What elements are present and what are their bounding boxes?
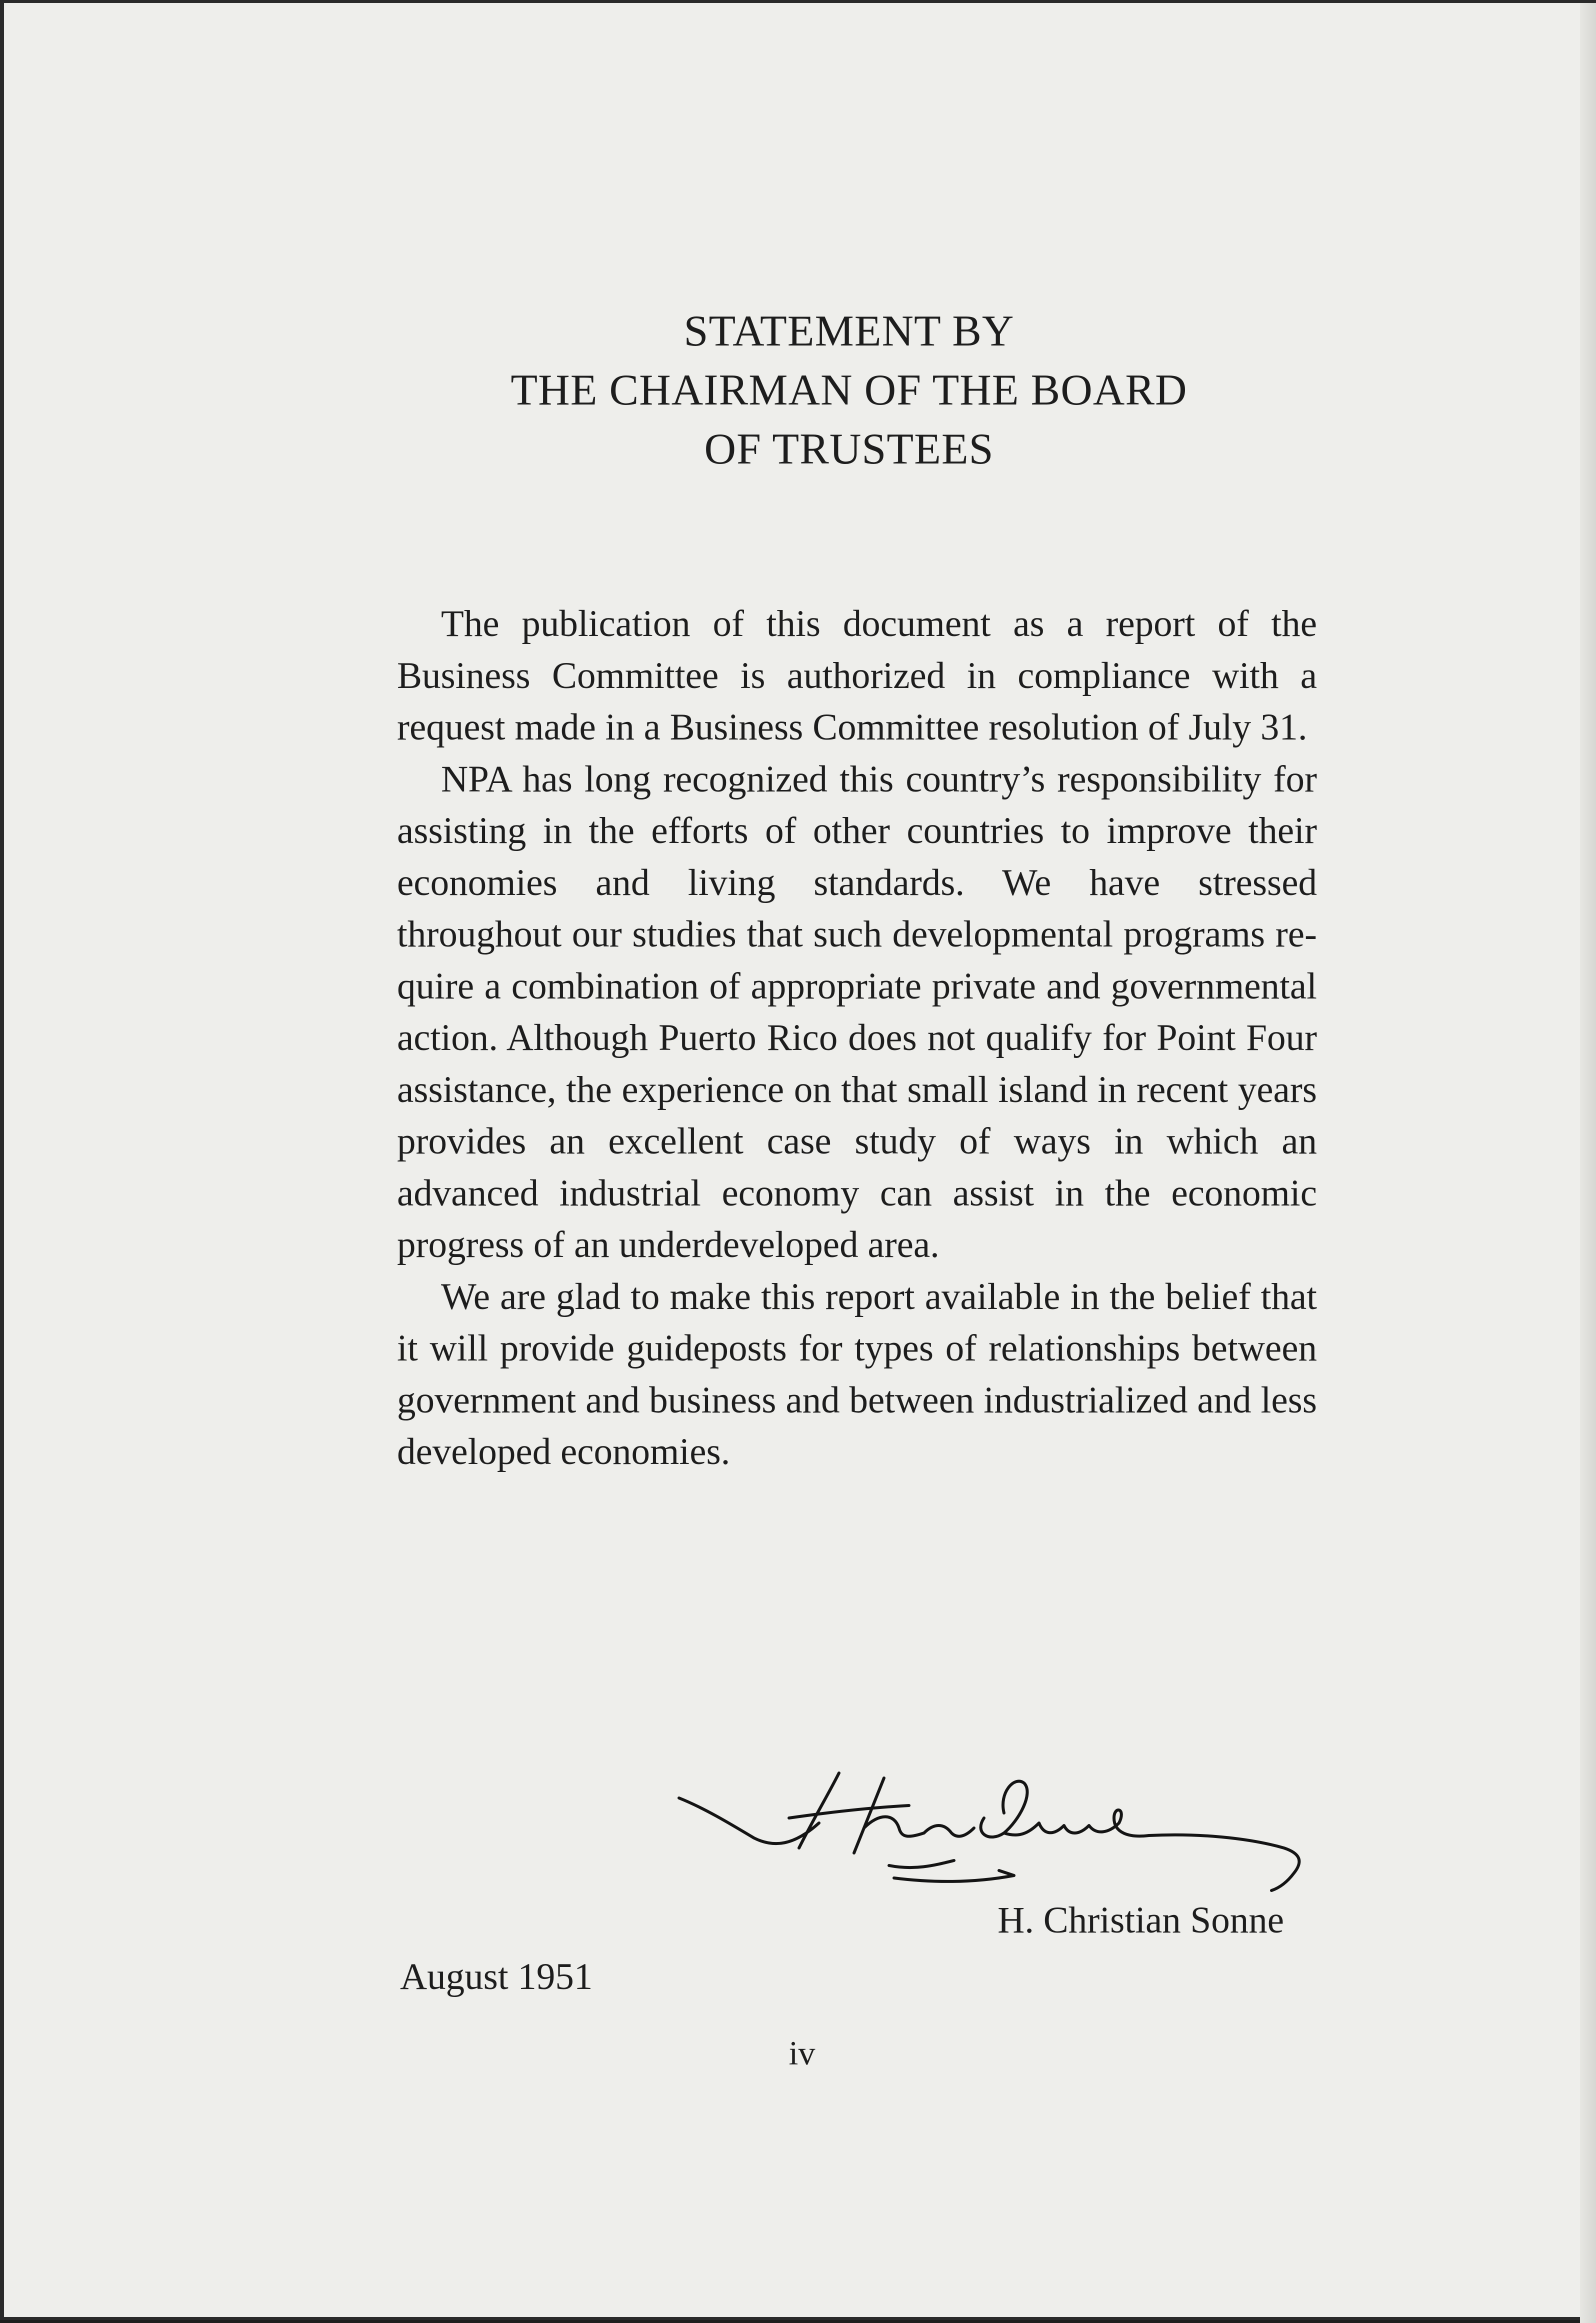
heading-line-1: STATEMENT BY <box>684 307 1014 356</box>
signer-name: H. Christian Sonne <box>998 1900 1284 1941</box>
heading-line-2: THE CHAIRMAN OF THE BOARD <box>510 366 1188 414</box>
paragraph-1: The publication of this document as a report of the Business Committee is authorized in compliance with a request made in a Business Committee resolution of July 31. <box>397 603 1317 748</box>
statement-body <box>397 598 1317 1478</box>
page-number: iv <box>788 2034 816 2072</box>
handwritten-signature <box>674 1763 1324 1908</box>
statement-heading <box>354 302 1344 479</box>
paragraph-2: NPA has long recognized this country’s responsibility for assisting in the efforts of other countries to improve their economies and living standards. We have stressed throughout our studies that such developmental programs require a combination of appropriate private and governmental action. Although Puerto Rico does not qualify for Point Four assistance, the experience on that small island in recent years provides an excellent case study of ways in which an advanced industrial economy can assist in the economic progress of an underdeveloped area. <box>397 758 1317 1266</box>
heading-line-3: OF TRUSTEES <box>704 425 994 474</box>
statement-date: August 1951 <box>400 1956 593 1998</box>
page-edge-shadow <box>1580 3 1596 2323</box>
paragraph-3: We are glad to make this report available in the belief that it will provide guideposts for types of relationships between government and business and between industrialized and less developed economies. <box>397 1276 1317 1472</box>
